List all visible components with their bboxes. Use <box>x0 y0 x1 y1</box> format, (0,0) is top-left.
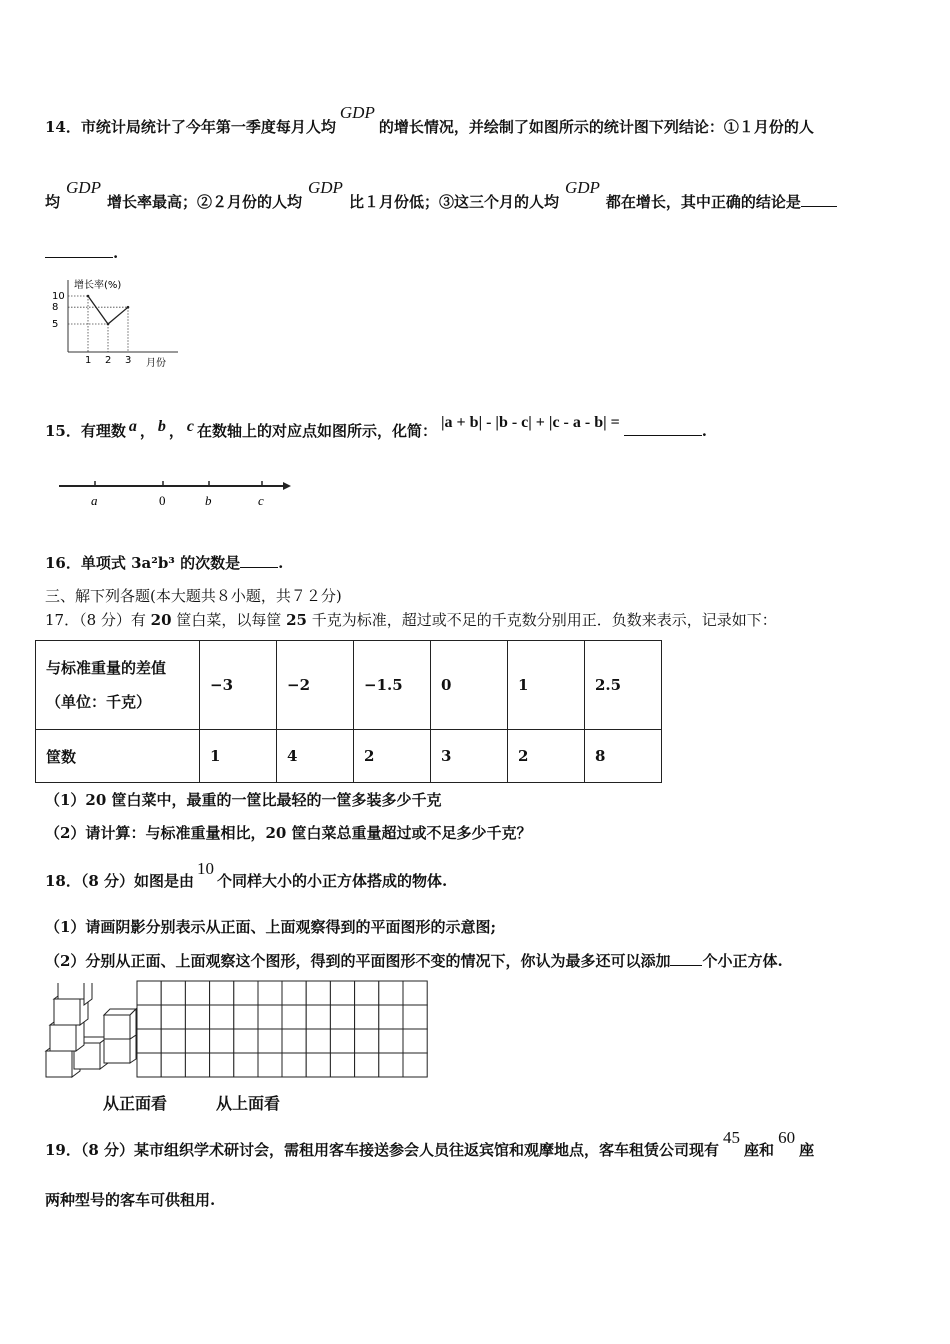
q14-text-part1: 14．市统计局统计了今年第一季度每月人均 <box>45 118 336 136</box>
q14-text-part2: 的增长情况，并绘制了如图所示的统计图下列结论：①１月份的人 <box>378 118 814 136</box>
gdp-symbol: GDP <box>66 178 101 197</box>
grid-cell[interactable] <box>161 1053 185 1077</box>
gdp-symbol: GDP <box>564 178 600 197</box>
q15-line <box>45 414 707 441</box>
q14-line1 <box>45 103 814 137</box>
q17-num20: 20 <box>150 611 172 629</box>
label-c: c <box>258 493 264 508</box>
grid-cell[interactable] <box>282 1005 306 1029</box>
grid-cell[interactable] <box>330 1053 354 1077</box>
grid-cell[interactable] <box>282 1053 306 1077</box>
q18-line1 <box>45 859 448 891</box>
y-tick-label: 8 <box>52 302 59 314</box>
x-tick-label: 2 <box>105 355 112 366</box>
row1-label-line1: 与标准重量的差值 <box>46 659 167 677</box>
period: . <box>278 554 284 572</box>
q14-line2 <box>45 178 837 212</box>
grid-cell[interactable] <box>306 981 330 1005</box>
q17-intro-b: 筐白菜，以每筐 <box>171 611 287 629</box>
number-line <box>55 476 295 510</box>
label-b: b <box>205 493 212 508</box>
grid-cell[interactable] <box>403 1029 427 1053</box>
answer-blank[interactable] <box>624 435 702 436</box>
table-cell: 1 <box>508 641 585 730</box>
answer-blank[interactable] <box>801 206 837 207</box>
var-c: c <box>186 418 195 435</box>
q19-text-a: 19．（8 分）某市组织学术研讨会，需租用客车接送参会人员往返宾馆和观摩地点，客车租赁公司现有 <box>45 1141 720 1159</box>
front-view-grid[interactable] <box>137 981 282 1077</box>
chart-y-label: 增长率(%) <box>74 280 122 291</box>
q15-text-b: 在数轴上的对应点如图所示，化简： <box>197 422 438 440</box>
grid-cell[interactable] <box>258 981 282 1005</box>
label-a: a <box>91 493 98 508</box>
cube-stack-figure <box>44 983 138 1079</box>
comma: ， <box>139 422 155 440</box>
drawing-grids <box>136 980 428 1078</box>
q14-text-line2d: 都在增长，其中正确的结论是 <box>605 193 801 211</box>
q17-sub1: （1）20 筐白菜中，最重的一筐比最轻的一筐多装多少千克 <box>45 791 442 809</box>
table-cell: 2 <box>354 730 431 783</box>
grid-cell[interactable] <box>379 1029 403 1053</box>
q17-intro-a: 17．（8 分）有 <box>45 611 151 629</box>
grid-cell[interactable] <box>185 1005 209 1029</box>
grid-cell[interactable] <box>379 1005 403 1029</box>
x-tick-label: 3 <box>125 355 132 366</box>
table-cell: −3 <box>200 641 277 730</box>
grid-cell[interactable] <box>258 1005 282 1029</box>
caption-top-view: 从上面看 <box>216 1094 281 1113</box>
table-cell: 0 <box>431 641 508 730</box>
grid-cell[interactable] <box>210 1029 234 1053</box>
q18-text-b: 个同样大小的小正方体搭成的物体. <box>217 872 448 890</box>
grid-cell[interactable] <box>234 1053 258 1077</box>
growth-rate-line-chart <box>50 276 190 372</box>
answer-blank[interactable] <box>45 257 113 258</box>
grid-cell[interactable] <box>403 981 427 1005</box>
grid-cell[interactable] <box>258 1053 282 1077</box>
q18-sub2-text-b: 个小正方体. <box>702 952 783 970</box>
grid-cell[interactable] <box>330 1029 354 1053</box>
grid-cell[interactable] <box>330 1005 354 1029</box>
y-tick-label: 10 <box>52 291 65 302</box>
q18-text-a: 18．（8 分）如图是由 <box>45 872 195 890</box>
var-b: b <box>157 418 166 435</box>
answer-blank[interactable] <box>240 567 278 568</box>
top-view-grid[interactable] <box>282 981 427 1077</box>
cube <box>104 1009 136 1039</box>
grid-cell[interactable] <box>234 1029 258 1053</box>
grid-cell[interactable] <box>234 981 258 1005</box>
table-cell: 3 <box>431 730 508 783</box>
table-cell: 4 <box>277 730 354 783</box>
q18-sub2 <box>45 950 783 971</box>
q14-line3 <box>45 244 118 262</box>
table-cell: 8 <box>585 730 662 783</box>
grid-cell[interactable] <box>258 1029 282 1053</box>
row1-label-cell <box>36 641 200 730</box>
table-cell: 2 <box>508 730 585 783</box>
grid-cell[interactable] <box>355 1029 379 1053</box>
grid-cell[interactable] <box>185 1053 209 1077</box>
q17-intro <box>45 609 777 630</box>
grid-cell[interactable] <box>355 1053 379 1077</box>
grid-cell[interactable] <box>185 1029 209 1053</box>
q18-sub1: （1）请画阴影分别表示从正面、上面观察得到的平面图形的示意图; <box>45 918 496 936</box>
answer-blank[interactable] <box>670 965 702 966</box>
grid-cell[interactable] <box>137 1053 161 1077</box>
q19-line1 <box>45 1128 815 1160</box>
grid-cell[interactable] <box>210 981 234 1005</box>
grid-cell[interactable] <box>355 981 379 1005</box>
grid-cell[interactable] <box>306 1005 330 1029</box>
period: . <box>113 244 119 262</box>
q18-cube-count: 10 <box>197 859 215 878</box>
grid-cell[interactable] <box>282 1029 306 1053</box>
q19-num60: 60 <box>778 1128 796 1147</box>
grid-cell[interactable] <box>330 981 354 1005</box>
grid-cell[interactable] <box>379 981 403 1005</box>
caption-front-view: 从正面看 <box>103 1094 168 1113</box>
grid-cell[interactable] <box>282 981 306 1005</box>
q17-intro-c: 千克为标准，超过或不足的千克数分别用正．负数来表示，记录如下： <box>306 611 777 629</box>
grid-cell[interactable] <box>210 1053 234 1077</box>
grid-cell[interactable] <box>185 981 209 1005</box>
x-tick-label: 1 <box>85 355 92 366</box>
row2-label-cell: 筐数 <box>36 730 200 783</box>
y-tick-label: 5 <box>52 319 59 330</box>
grid-cell[interactable] <box>379 1053 403 1077</box>
q14-text-line2a: 均 <box>45 193 61 211</box>
data-point <box>87 295 90 298</box>
grid-cell[interactable] <box>403 1053 427 1077</box>
grid-cell[interactable] <box>137 1029 161 1053</box>
number-line-arrow <box>283 482 291 490</box>
table-cell: 1 <box>200 730 277 783</box>
grid-cell[interactable] <box>355 1005 379 1029</box>
data-point <box>127 306 130 309</box>
grid-cell[interactable] <box>306 1029 330 1053</box>
q17-sub2: （2）请计算：与标准重量相比，20 筐白菜总重量超过或不足多少千克？ <box>45 824 532 842</box>
q17-num25: 25 <box>286 611 307 629</box>
q14-text-line2b: 增长率最高；②２月份的人均 <box>106 193 302 211</box>
gdp-symbol: GDP <box>307 178 343 197</box>
series-line <box>88 296 128 324</box>
var-a: a <box>128 418 137 435</box>
gdp-symbol: GDP <box>339 103 375 122</box>
q15-text-a: 15．有理数 <box>45 422 126 440</box>
weight-difference-table <box>35 640 662 783</box>
table-cell: 2.5 <box>585 641 662 730</box>
q16-text: 16．单项式 3a²b³ 的次数是 <box>45 554 241 572</box>
section-3-title: 三、解下列各题(本大题共８小题，共７２分) <box>45 587 342 605</box>
abs-value-formula: |a + b| - |b - c| + |c - a - b| = <box>441 414 620 431</box>
q19-num45: 45 <box>723 1128 741 1147</box>
grid-cell[interactable] <box>137 981 161 1005</box>
q19-text-b: 座 <box>799 1141 815 1159</box>
q19-line2: 两种型号的客车可供租用. <box>45 1191 216 1209</box>
grid-cell[interactable] <box>137 1005 161 1029</box>
grid-cell[interactable] <box>306 1053 330 1077</box>
table-cell: −1.5 <box>354 641 431 730</box>
grid-cell[interactable] <box>161 981 185 1005</box>
period: . <box>701 422 707 440</box>
row1-label-line2: （单位：千克） <box>46 693 152 711</box>
grid-cell[interactable] <box>403 1005 427 1029</box>
chart-x-label: 月份 <box>146 358 166 369</box>
q14-text-line2c: 比１月份低；③这三个月的人均 <box>348 193 559 211</box>
q19-text-mid: 座和 <box>744 1141 775 1159</box>
table-row <box>36 730 662 783</box>
grid-cell[interactable] <box>210 1005 234 1029</box>
label-0: 0 <box>159 493 166 508</box>
comma: ， <box>168 422 184 440</box>
grid-cell[interactable] <box>161 1029 185 1053</box>
table-cell: −2 <box>277 641 354 730</box>
table-row <box>36 641 662 730</box>
q16-line <box>45 552 283 573</box>
data-point <box>107 323 110 326</box>
q18-sub2-text-a: （2）分别从正面、上面观察这个图形，得到的平面图形不变的情况下，你认为最多还可以添加 <box>45 952 671 970</box>
grid-cell[interactable] <box>161 1005 185 1029</box>
grid-cell[interactable] <box>234 1005 258 1029</box>
